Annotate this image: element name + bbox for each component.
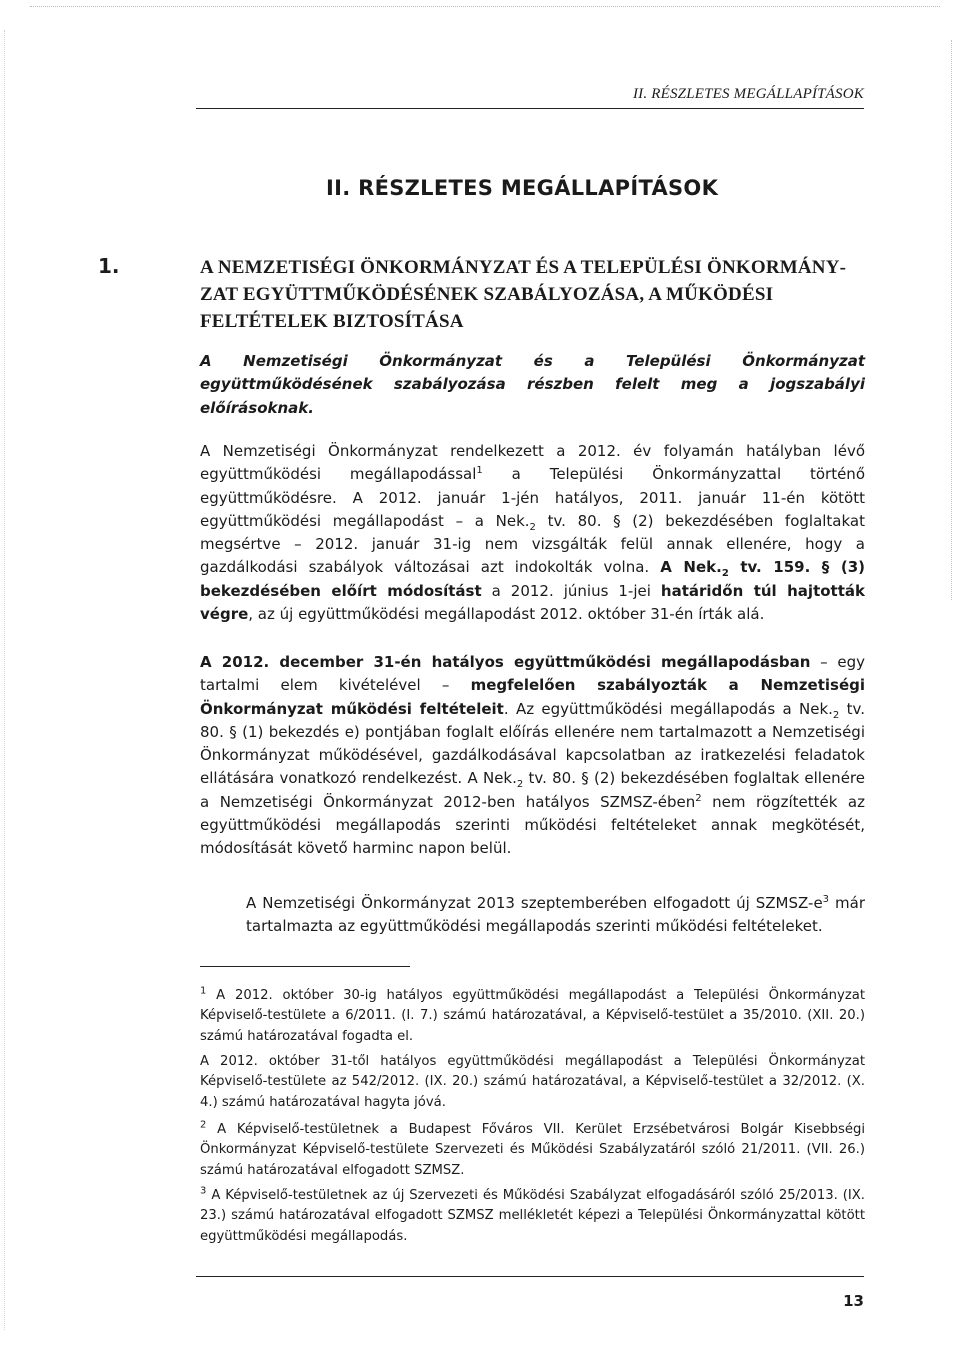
section-number: 1. xyxy=(98,254,120,278)
footnote-mark: 1 xyxy=(200,985,207,997)
footnote-ref-3: 3 xyxy=(822,894,830,905)
footer-rule xyxy=(196,1276,864,1277)
p2-text: – egy tartalmi elem kivételével – xyxy=(200,653,865,695)
p1-text: A Nemzetiségi Önkormányzat rendelkezett a 2012. év folyamán hatályban lévő együttműködési megállapodással xyxy=(200,442,865,484)
footnote-ref-1: 1 xyxy=(476,465,483,477)
page-number: 13 xyxy=(843,1292,864,1310)
scan-edge-right xyxy=(951,40,952,600)
footnote-3 xyxy=(200,1186,865,1247)
scan-edge-left xyxy=(4,30,5,1330)
footnote-text: A Képviselő-testületnek a Budapest Főváros VII. Kerület Erzsébetvárosi Bolgár Kisebbségi Önkormányzat Képviselő-testülete Szervezeti és Működési Szabályzatáról szóló 21/2011. (VII. 26.) számú határozatával elfogadott SZMSZ. xyxy=(200,1122,865,1178)
p1-text: a 2012. június 1-jei xyxy=(481,581,661,600)
footnote-1 xyxy=(200,986,865,1047)
footnote-mark: 2 xyxy=(200,1119,207,1131)
p1-text: , az új együttműködési megállapodást 2012. október 31-én írták alá. xyxy=(248,605,765,624)
paragraph-2 xyxy=(200,651,865,861)
paragraph-1 xyxy=(200,440,865,626)
p1-text: a Települési Önkormányzattal történő együttműködésre. A 2012. január 1-jén hatályos, 2011. január 11-én kötött együttműködési megállapodást – a Nek. xyxy=(200,465,865,530)
finding-summary: A Nemzetiségi Önkormányzat és a Települési Önkormányzat együttműködésének szabályozása részben felelt meg a jogszabályi előírásoknak. xyxy=(200,352,865,417)
footnote-2 xyxy=(200,1120,865,1181)
p2-bold: A 2012. december 31-én hatályos együttműködési megállapodásban xyxy=(200,653,811,671)
p2-text: nem rögzítették az együttműködési megállapodás szerinti működési feltételeket annak megkötését, módosítását követő harminc napon belül. xyxy=(200,792,865,858)
footnote-1-continued: A 2012. október 31-től hatályos együttműködési megállapodást a Települési Önkormányzat Képviselő-testülete az 542/2012. (IX. 20.) számú határozatával, a Képviselő-testület a 32/2012. (X. 4.) számú határozatával hagyta jóvá. xyxy=(200,1054,865,1110)
p2-bold: megfelelően szabályozták a Nemzetiségi Önkormányzat működési feltételeit xyxy=(200,676,865,718)
footnote-separator xyxy=(200,966,410,967)
running-head: II. RÉSZLETES MEGÁLLAPÍTÁSOK xyxy=(632,86,864,102)
subscript: 2 xyxy=(721,568,729,580)
p1-bold: A $Nek._2$ tv. 159. § (3) bekezdésében előírt módosítást xyxy=(200,558,865,600)
p2-text: tv. 80. § (1) bekezdés e) pontjában foglalt előírás ellenére nem tartalmazott a Nemzetiségi Önkormányzat működésével, gazdálkodásával kapcsolatban az iratkezelési feladatok ellátására vonatkozó rendelkezést. A Nek. xyxy=(200,699,865,788)
section-title: A NEMZETISÉGI ÖNKORMÁNYZAT ÉS A TELEPÜLÉSI ÖNKORMÁNYZAT EGYÜTTMŰKÖDÉSÉNEK SZABÁLYOZÁSA, A MŰKÖDÉSI FELTÉTELEK BIZTOSÍTÁSA xyxy=(200,257,846,332)
p3-text: A Nemzetiségi Önkormányzat 2013 szeptemberében elfogadott új SZMSZ-e xyxy=(246,894,823,912)
chapter-title: II. RÉSZLETES MEGÁLLAPÍTÁSOK xyxy=(326,176,719,200)
footnote-mark: 3 xyxy=(200,1185,207,1197)
footnote-text: A 2012. október 30-ig hatályos együttműködési megállapodást a Települési Önkormányzat Képviselő-testülete a 6/2011. (I. 7.) számú határozatával, a Képviselő-testület a 35/2010. (XII. 20.) számú határozatával fogadta el. xyxy=(200,988,865,1044)
paragraph-3 xyxy=(246,892,865,939)
subscript: 2 xyxy=(529,521,536,533)
scan-edge-top xyxy=(30,6,940,7)
p2-text: . Az együttműködési megállapodás a Nek. xyxy=(503,699,833,718)
subscript: 2 xyxy=(516,779,524,791)
p1-bold: határidőn túl hajtották végre xyxy=(200,581,865,624)
p1-text: tv. 80. § (2) bekezdésében foglaltakat megsértve – 2012. január 31-ig nem vizsgálták felül annak ellenére, hogy a gazdálkodási szabályok változásai azt indokolták volna. xyxy=(200,511,865,577)
p2-text: tv. 80. § (2) bekezdésében foglaltak ellenére a Nemzetiségi Önkormányzat 2012-ben hatályos SZMSZ-ében xyxy=(200,769,865,811)
footnote-text: A Képviselő-testületnek az új Szervezeti és Működési Szabályzat elfogadásáról szóló 25/2013. (IX. 23.) számú határozatával elfogadott SZMSZ mellékletét képezi a Települési Önkormányzattal kötött együttműködési megállapodás. xyxy=(200,1188,865,1244)
subscript: 2 xyxy=(832,709,840,721)
p3-text: már tartalmazta az együttműködési megállapodás szerinti működési feltételeket. xyxy=(246,894,865,936)
footnote-ref-2: 2 xyxy=(695,792,702,804)
header-rule xyxy=(196,108,864,109)
